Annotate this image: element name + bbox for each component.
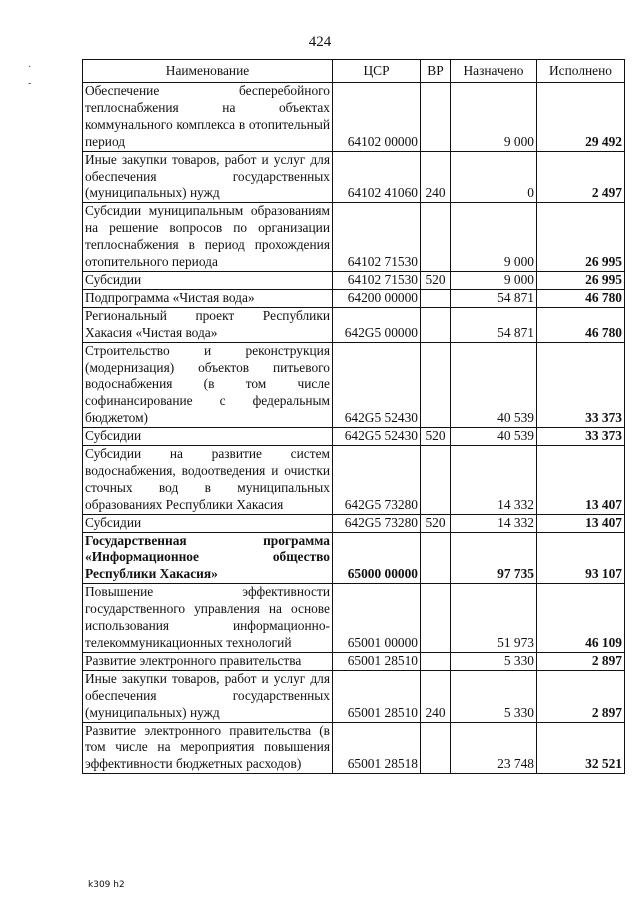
page-number: 424	[308, 34, 332, 50]
table-body	[83, 83, 625, 774]
table-row	[83, 83, 625, 152]
table-row	[83, 652, 625, 670]
row-csr-cell: 642G5 00000	[333, 307, 421, 342]
table-header-row	[83, 60, 625, 83]
row-done-cell: 2 497	[537, 151, 625, 203]
header-name: Наименование	[83, 60, 333, 83]
row-assigned-cell: 14 332	[451, 514, 537, 532]
row-assigned-cell: 40 539	[451, 428, 537, 446]
row-csr-cell: 65000 00000	[333, 532, 421, 584]
table-row	[83, 532, 625, 584]
row-done-cell: 93 107	[537, 532, 625, 584]
row-name-cell: Повышение эффективности государственного управления на основе использования информационно-телекоммуникационных технологий	[83, 584, 333, 653]
table-row	[83, 584, 625, 653]
row-csr-cell: 65001 28518	[333, 722, 421, 774]
row-csr-cell: 64102 41060	[333, 151, 421, 203]
row-csr-cell: 64102 00000	[333, 83, 421, 152]
table-row	[83, 722, 625, 774]
row-csr-cell: 642G5 73280	[333, 514, 421, 532]
row-assigned-cell: 51 973	[451, 584, 537, 653]
row-name-cell: Иные закупки товаров, работ и услуг для обеспечения государственных (муниципальных) нужд	[83, 151, 333, 203]
row-done-cell: 26 995	[537, 271, 625, 289]
row-vr-cell	[421, 652, 451, 670]
header-assigned: Назначено	[451, 60, 537, 83]
budget-execution-table	[82, 59, 625, 774]
row-vr-cell	[421, 83, 451, 152]
row-name-cell: Строительство и реконструкция (модернизация) объектов питьевого водоснабжения (в том числе софинансирование с федеральным бюджетом)	[83, 342, 333, 428]
header-vr: ВР	[421, 60, 451, 83]
row-name-cell: Субсидии на развитие систем водоснабжения, водоотведения и очистки сточных вод в муниципальных образованиях Республики Хакасия	[83, 446, 333, 515]
footer-code: k309 h2	[88, 880, 125, 890]
row-name-cell: Обеспечение бесперебойного теплоснабжения на объектах коммунального комплекса в отопительный период	[83, 83, 333, 152]
row-name-cell: Субсидии	[83, 428, 333, 446]
row-done-cell: 13 407	[537, 446, 625, 515]
row-done-cell: 29 492	[537, 83, 625, 152]
row-vr-cell	[421, 722, 451, 774]
table-row	[83, 289, 625, 307]
row-assigned-cell: 9 000	[451, 83, 537, 152]
table-row	[83, 670, 625, 722]
row-vr-cell	[421, 446, 451, 515]
row-assigned-cell: 9 000	[451, 271, 537, 289]
table-row	[83, 151, 625, 203]
row-name-cell: Развитие электронного правительства (в том числе на мероприятия повышения эффективности бюджетных расходов)	[83, 722, 333, 774]
row-assigned-cell: 97 735	[451, 532, 537, 584]
row-done-cell: 46 780	[537, 289, 625, 307]
row-done-cell: 46 109	[537, 584, 625, 653]
row-csr-cell: 642G5 52430	[333, 342, 421, 428]
row-assigned-cell: 54 871	[451, 289, 537, 307]
row-done-cell: 2 897	[537, 652, 625, 670]
row-vr-cell	[421, 203, 451, 272]
row-name-cell: Развитие электронного правительства	[83, 652, 333, 670]
table-row	[83, 342, 625, 428]
row-vr-cell: 520	[421, 428, 451, 446]
row-assigned-cell: 23 748	[451, 722, 537, 774]
row-assigned-cell: 9 000	[451, 203, 537, 272]
header-csr: ЦСР	[333, 60, 421, 83]
table-row	[83, 446, 625, 515]
row-csr-cell: 64102 71530	[333, 203, 421, 272]
row-name-cell: Иные закупки товаров, работ и услуг для обеспечения государственных (муниципальных) нужд	[83, 670, 333, 722]
row-assigned-cell: 5 330	[451, 670, 537, 722]
margin-mark: ·	[28, 62, 32, 73]
row-done-cell: 46 780	[537, 307, 625, 342]
margin-mark: -	[28, 78, 32, 89]
row-name-cell: Государственная программа «Информационное общество Республики Хакасия»	[83, 532, 333, 584]
row-vr-cell: 240	[421, 151, 451, 203]
row-vr-cell	[421, 307, 451, 342]
row-name-cell: Субсидии	[83, 514, 333, 532]
row-vr-cell	[421, 342, 451, 428]
row-done-cell: 33 373	[537, 342, 625, 428]
row-csr-cell: 64200 00000	[333, 289, 421, 307]
row-vr-cell	[421, 289, 451, 307]
row-assigned-cell: 40 539	[451, 342, 537, 428]
row-done-cell: 33 373	[537, 428, 625, 446]
row-assigned-cell: 0	[451, 151, 537, 203]
row-name-cell: Субсидии муниципальным образованиям на решение вопросов по организации теплоснабжения в период прохождения отопительного периода	[83, 203, 333, 272]
row-name-cell: Региональный проект Республики Хакасия «Чистая вода»	[83, 307, 333, 342]
row-vr-cell	[421, 532, 451, 584]
row-name-cell: Субсидии	[83, 271, 333, 289]
table-row	[83, 428, 625, 446]
row-csr-cell: 64102 71530	[333, 271, 421, 289]
row-vr-cell: 520	[421, 271, 451, 289]
table-row	[83, 307, 625, 342]
row-done-cell: 2 897	[537, 670, 625, 722]
row-csr-cell: 642G5 73280	[333, 446, 421, 515]
row-vr-cell: 520	[421, 514, 451, 532]
table-row	[83, 271, 625, 289]
row-csr-cell: 642G5 52430	[333, 428, 421, 446]
row-name-cell: Подпрограмма «Чистая вода»	[83, 289, 333, 307]
table-row	[83, 203, 625, 272]
row-done-cell: 32 521	[537, 722, 625, 774]
row-csr-cell: 65001 00000	[333, 584, 421, 653]
row-csr-cell: 65001 28510	[333, 652, 421, 670]
row-csr-cell: 65001 28510	[333, 670, 421, 722]
row-done-cell: 26 995	[537, 203, 625, 272]
row-assigned-cell: 5 330	[451, 652, 537, 670]
table-row	[83, 514, 625, 532]
row-assigned-cell: 14 332	[451, 446, 537, 515]
header-done: Исполнено	[537, 60, 625, 83]
row-vr-cell	[421, 584, 451, 653]
row-assigned-cell: 54 871	[451, 307, 537, 342]
row-vr-cell: 240	[421, 670, 451, 722]
row-done-cell: 13 407	[537, 514, 625, 532]
